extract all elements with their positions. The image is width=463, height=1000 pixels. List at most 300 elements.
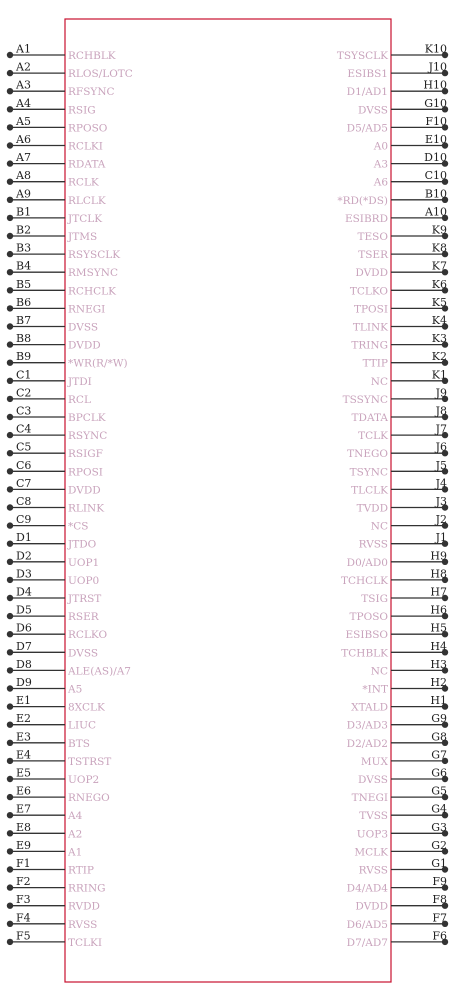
right-pin-H7 [361, 586, 448, 606]
pin-endpoint-dot [7, 740, 13, 746]
left-pin-D9 [7, 676, 82, 696]
pin-endpoint-dot [7, 758, 13, 764]
pin-name: A1 [68, 846, 83, 859]
pin-endpoint-dot [7, 197, 13, 203]
pin-name: TSYNC [349, 466, 388, 479]
pin-name: TDATA [351, 412, 388, 424]
pin-number: K10 [424, 42, 447, 56]
pin-number: D7 [16, 639, 32, 653]
pin-name: NC [370, 665, 388, 678]
pin-number: J1 [435, 531, 447, 545]
pin-name: JTDI [68, 375, 92, 388]
pin-number: J7 [435, 422, 447, 436]
left-pin-D7 [7, 640, 98, 660]
right-pin-F7 [347, 911, 449, 931]
pin-name: DVDD [68, 339, 101, 352]
pin-number: J2 [435, 513, 447, 527]
pin-name: DVSS [68, 647, 99, 660]
pin-name: TCHCLK [340, 574, 388, 587]
pin-number: K7 [431, 259, 447, 273]
left-pin-E1 [7, 694, 105, 714]
right-pin-G9 [347, 712, 449, 732]
right-pin-F10 [347, 115, 449, 134]
pin-name: TPOSI [353, 303, 388, 316]
left-pin-E8 [7, 821, 82, 841]
left-pin-A2 [7, 61, 133, 81]
pin-name: RRING [68, 882, 106, 895]
pin-number: C4 [16, 422, 32, 436]
pin-number: G4 [431, 802, 447, 816]
left-pin-B6 [7, 296, 105, 316]
pin-name: RCHBLK [68, 50, 116, 62]
right-pin-B10 [337, 187, 448, 207]
pin-name: DVSS [357, 774, 388, 786]
pin-name: JTDO [68, 538, 97, 551]
right-pin-G6 [358, 767, 448, 787]
pin-name: A3 [373, 158, 388, 171]
pin-number: A7 [16, 151, 31, 165]
left-pin-D1 [7, 531, 97, 551]
left-pin-E3 [7, 730, 90, 750]
pin-number: H9 [430, 549, 447, 563]
pin-name: TNEGI [351, 792, 388, 805]
pin-number: C6 [16, 458, 32, 472]
pin-number: F1 [16, 857, 31, 870]
pin-name: D7/AD7 [346, 936, 388, 949]
pin-endpoint-dot [7, 124, 13, 130]
left-pin-B4 [7, 260, 118, 280]
pin-name: D0/AD0 [346, 556, 388, 569]
pin-name: ESIBSO [345, 629, 388, 642]
left-pin-E2 [7, 712, 96, 732]
left-pin-B7 [7, 314, 98, 334]
pin-number: C10 [424, 169, 447, 183]
pin-name: RSER [68, 611, 99, 624]
left-pin-D5 [7, 604, 100, 624]
right-pin-G1 [359, 857, 449, 877]
pin-endpoint-dot [7, 703, 13, 709]
pin-name: RLOS/LOTC [68, 68, 133, 81]
pin-name: D3/AD3 [346, 719, 388, 732]
pin-name: BTS [68, 737, 90, 750]
pin-name: D1/AD1 [346, 86, 388, 99]
pin-name: LIUC [68, 719, 97, 732]
pin-endpoint-dot [7, 613, 13, 619]
pin-name: JTCLK [68, 212, 103, 225]
pin-name: RLCLK [68, 194, 106, 207]
pin-number: F6 [432, 929, 447, 943]
pin-number: C2 [16, 386, 32, 400]
pin-number: G7 [431, 748, 447, 762]
left-pin-D4 [7, 586, 102, 606]
right-pin-J6 [347, 441, 448, 461]
pin-name: RNEGO [68, 792, 110, 805]
right-pin-F6 [347, 929, 449, 949]
pin-number: F4 [16, 911, 31, 925]
pin-endpoint-dot [7, 486, 13, 492]
left-pin-D8 [7, 658, 131, 678]
pin-number: J5 [435, 458, 447, 472]
pin-name: A0 [373, 140, 388, 153]
right-pin-H3 [371, 658, 448, 678]
right-pin-G7 [361, 748, 448, 768]
pin-name: UOP1 [68, 556, 100, 569]
pin-endpoint-dot [7, 884, 13, 890]
pin-name: JTMS [68, 231, 98, 243]
left-pin-A7 [7, 151, 106, 171]
left-pin-B9 [7, 350, 128, 370]
right-pin-K5 [354, 296, 448, 316]
pin-endpoint-dot [7, 414, 13, 420]
pin-number: H3 [430, 657, 447, 671]
right-pin-C10 [373, 169, 448, 189]
right-pin-K3 [351, 332, 448, 352]
pin-number: F3 [16, 893, 31, 907]
pin-name: TSTRST [68, 755, 112, 768]
pin-name: RSIGF [68, 448, 103, 461]
left-pin-C5 [7, 441, 103, 461]
pin-number: E9 [16, 838, 32, 852]
pin-endpoint-dot [7, 378, 13, 384]
pin-number: E1 [16, 694, 32, 708]
pin-name: *WR(R/*W) [68, 357, 128, 370]
right-pin-H8 [341, 567, 448, 587]
pin-number: J9 [435, 386, 447, 400]
left-pin-A8 [7, 169, 99, 189]
pin-name: TNEGO [347, 448, 388, 461]
pin-endpoint-dot [7, 866, 13, 872]
pin-number: C1 [16, 368, 32, 382]
left-pin-A1 [7, 43, 116, 63]
right-pin-H2 [362, 676, 448, 696]
left-pin-C2 [7, 386, 91, 406]
pin-number: F9 [432, 875, 447, 889]
pin-name: TLCLK [351, 484, 388, 497]
pin-endpoint-dot [7, 812, 13, 818]
pin-number: E4 [16, 748, 32, 762]
left-pin-F3 [7, 893, 100, 913]
pin-name: D4/AD4 [346, 882, 388, 895]
pin-name: TVSS [359, 810, 388, 823]
left-pin-E9 [7, 839, 82, 859]
pin-name: TLINK [352, 321, 388, 334]
right-pin-J1 [359, 531, 449, 551]
left-pin-E6 [7, 785, 110, 805]
right-pin-A10 [345, 205, 448, 225]
right-pin-K8 [358, 242, 448, 262]
left-pin-F1 [7, 857, 94, 877]
pin-number: A4 [16, 96, 31, 110]
left-pin-C7 [7, 477, 101, 497]
pin-endpoint-dot [7, 830, 13, 836]
pin-number: G5 [431, 784, 447, 798]
left-pin-D2 [7, 549, 99, 569]
pin-endpoint-dot [7, 667, 13, 673]
pin-name: TCLKO [349, 285, 388, 298]
pin-endpoint-dot [7, 541, 13, 547]
pin-number: B8 [16, 332, 32, 346]
pin-name: UOP3 [356, 828, 388, 841]
pin-name: DVSS [357, 104, 388, 117]
pin-number: A5 [16, 114, 31, 128]
right-pin-G4 [359, 803, 448, 823]
pin-number: E10 [424, 133, 447, 146]
left-pin-E4 [7, 748, 112, 768]
pin-number: G8 [431, 730, 447, 744]
pin-name: RVDD [68, 900, 100, 913]
pin-name: RFSYNC [68, 86, 115, 99]
pin-number: D10 [424, 151, 447, 165]
pin-name: RPOSO [68, 122, 108, 135]
pin-endpoint-dot [7, 649, 13, 655]
pin-number: A2 [16, 60, 31, 74]
pin-name: A4 [68, 810, 83, 823]
pin-endpoint-dot [7, 848, 13, 854]
pin-name: RLINK [68, 502, 105, 515]
pin-number: D4 [16, 585, 32, 599]
pin-endpoint-dot [7, 559, 13, 565]
right-pin-G5 [352, 785, 449, 805]
left-pin-F5 [7, 929, 102, 949]
pin-name: *RD(*DS) [337, 194, 388, 207]
pin-name: TPOSO [349, 611, 388, 624]
pin-name: RSIG [68, 104, 96, 117]
pin-number: H10 [423, 78, 447, 92]
left-pin-group [7, 43, 133, 949]
left-pin-A6 [7, 133, 103, 153]
right-pin-H4 [341, 640, 448, 660]
pin-name: RVSS [358, 538, 388, 551]
pin-endpoint-dot [7, 88, 13, 94]
pin-name: TCLK [358, 430, 388, 443]
pin-number: D9 [16, 676, 32, 689]
pin-endpoint-dot [7, 215, 13, 221]
pin-endpoint-dot [7, 577, 13, 583]
pin-endpoint-dot [7, 396, 13, 402]
pin-name: DVDD [68, 484, 101, 497]
right-pin-H9 [347, 549, 449, 569]
pin-endpoint-dot [7, 52, 13, 58]
pin-number: B7 [16, 314, 32, 327]
pin-number: G10 [424, 96, 447, 110]
pin-number: J4 [435, 476, 447, 490]
pin-number: G2 [431, 838, 447, 852]
pin-name: RMSYNC [68, 267, 119, 280]
pin-number: F2 [16, 875, 31, 889]
pin-number: E8 [16, 820, 32, 834]
pin-number: H7 [430, 585, 447, 599]
right-pin-group [337, 43, 448, 949]
pin-number: F8 [432, 893, 447, 907]
pin-number: A6 [16, 133, 31, 146]
left-pin-A4 [7, 97, 96, 117]
pin-name: D6/AD5 [346, 918, 388, 931]
pin-endpoint-dot [7, 305, 13, 311]
pin-name: NC [370, 375, 388, 388]
pin-name: TVDD [356, 502, 388, 515]
pin-number: K9 [431, 223, 447, 237]
pin-number: A10 [425, 205, 447, 219]
left-pin-D3 [7, 567, 99, 587]
left-pin-C8 [7, 495, 104, 515]
pin-name: RVSS [68, 918, 98, 931]
left-pin-F4 [7, 911, 98, 931]
pin-number: H1 [430, 694, 447, 708]
pin-name: XTALD [351, 701, 388, 714]
pin-number: C3 [16, 404, 32, 418]
pin-name: DVDD [355, 900, 388, 913]
pin-number: F5 [16, 929, 31, 943]
pin-name: RSYSCLK [68, 249, 121, 262]
pin-number: E2 [16, 712, 32, 726]
right-pin-K9 [358, 224, 449, 244]
pin-number: B2 [16, 223, 32, 237]
pin-number: B3 [16, 241, 32, 255]
pin-number: C7 [16, 476, 32, 490]
pin-number: G1 [431, 857, 447, 870]
pin-name: A6 [373, 176, 388, 189]
pin-name: RSYNC [68, 430, 108, 443]
pin-endpoint-dot [7, 287, 13, 293]
pin-number: C9 [16, 513, 32, 527]
pin-endpoint-dot [7, 903, 13, 909]
pin-number: F10 [425, 114, 447, 128]
pin-name: D5/AD5 [346, 122, 388, 135]
pin-name: *INT [362, 683, 388, 696]
right-pin-H10 [347, 79, 449, 99]
left-pin-A3 [7, 79, 115, 99]
left-pin-E5 [7, 767, 99, 787]
pin-name: TESO [357, 231, 388, 243]
pin-name: 8XCLK [68, 701, 105, 714]
pin-endpoint-dot [7, 106, 13, 112]
pin-name: MCLK [354, 846, 388, 859]
pin-number: E5 [16, 766, 32, 780]
pin-name: RCLKI [68, 140, 103, 153]
pin-number: H5 [430, 621, 447, 635]
pin-number: B1 [16, 205, 32, 219]
right-pin-K1 [371, 368, 448, 388]
pin-number: K5 [431, 295, 447, 309]
pin-endpoint-dot [7, 776, 13, 782]
pin-name: ESIBS1 [347, 68, 388, 81]
left-pin-C3 [7, 405, 106, 425]
pin-name: TCHBLK [341, 647, 388, 660]
pin-number: K3 [431, 332, 447, 346]
pin-name: TCLKI [68, 936, 103, 949]
left-pin-D6 [7, 622, 108, 642]
pin-number: G9 [431, 712, 447, 726]
pin-endpoint-dot [7, 522, 13, 528]
pin-number: K6 [431, 277, 447, 291]
right-pin-K6 [350, 278, 448, 298]
pin-endpoint-dot [7, 939, 13, 945]
pin-number: D1 [16, 531, 32, 545]
right-pin-D10 [373, 151, 448, 171]
pin-number: J6 [435, 440, 447, 454]
pin-name: TSER [358, 249, 388, 262]
pin-name: ESIBRD [344, 212, 388, 225]
pin-endpoint-dot [7, 722, 13, 728]
component-body [65, 19, 391, 982]
pin-number: B9 [16, 350, 32, 364]
pin-name: *CS [68, 520, 89, 533]
pin-endpoint-dot [7, 685, 13, 691]
pin-name: TSSYNC [342, 393, 388, 406]
pin-number: A8 [16, 169, 31, 183]
left-pin-B1 [7, 205, 102, 225]
pin-name: A2 [68, 828, 83, 841]
pin-number: H4 [430, 639, 447, 653]
pin-name: A5 [68, 683, 83, 696]
pin-number: A3 [16, 78, 31, 92]
pin-endpoint-dot [7, 160, 13, 166]
right-pin-G2 [354, 839, 448, 859]
pin-endpoint-dot [7, 233, 13, 239]
right-pin-G8 [347, 730, 449, 750]
left-pin-B2 [7, 224, 97, 244]
right-pin-J4 [351, 477, 448, 497]
pin-number: D5 [16, 603, 32, 617]
pin-endpoint-dot [7, 921, 13, 927]
left-pin-C4 [7, 423, 107, 443]
pin-number: K1 [431, 368, 447, 382]
pin-name: TSIG [361, 593, 388, 605]
pin-number: D3 [16, 567, 32, 581]
pin-number: D6 [16, 621, 32, 635]
left-pin-B5 [7, 278, 116, 298]
pin-name: DVSS [68, 321, 99, 334]
pin-endpoint-dot [7, 70, 13, 76]
pin-name: RCL [68, 393, 91, 406]
right-pin-J8 [352, 405, 449, 425]
right-pin-E10 [373, 133, 448, 153]
pin-name: RTIP [68, 864, 94, 877]
left-pin-C9 [7, 513, 89, 533]
pin-endpoint-dot [7, 341, 13, 347]
pin-endpoint-dot [7, 323, 13, 329]
pin-name: RVSS [358, 864, 388, 877]
pin-name: BPCLK [68, 412, 106, 424]
pin-number: B5 [16, 277, 32, 291]
pin-endpoint-dot [7, 794, 13, 800]
right-pin-G10 [358, 97, 448, 117]
pin-number: K4 [431, 314, 447, 327]
pin-name: TSYSCLK [336, 50, 388, 62]
right-pin-G3 [357, 821, 448, 841]
pin-name: NC [370, 520, 388, 533]
left-pin-A9 [7, 187, 106, 207]
pin-number: K2 [431, 350, 447, 364]
right-pin-J10 [347, 61, 448, 81]
pin-number: H2 [430, 676, 447, 689]
right-pin-J3 [357, 495, 449, 515]
pin-number: C5 [16, 440, 32, 454]
pin-endpoint-dot [7, 179, 13, 185]
pin-number: H6 [430, 603, 447, 617]
pin-endpoint-dot [7, 504, 13, 510]
right-pin-H1 [351, 694, 448, 714]
pin-endpoint-dot [7, 595, 13, 601]
pin-number: C8 [16, 495, 32, 508]
pin-number: A1 [16, 42, 31, 56]
pin-number: G6 [431, 766, 447, 780]
pin-name: TTIP [362, 357, 388, 370]
pin-name: RDATA [68, 158, 106, 171]
right-pin-J7 [358, 423, 448, 443]
pin-name: JTRST [68, 593, 102, 605]
left-pin-E7 [7, 803, 83, 823]
